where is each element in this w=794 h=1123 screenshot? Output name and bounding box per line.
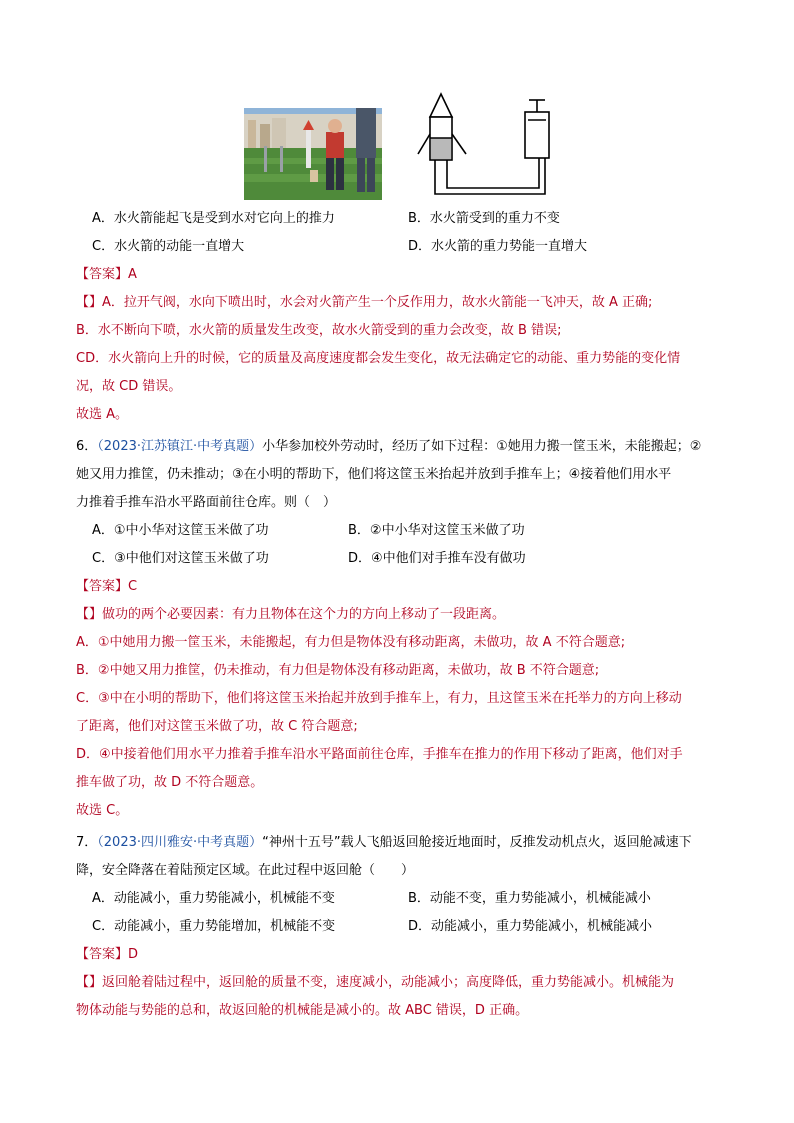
q7-option-b: B．动能不变，重力势能减小，机械能减小 xyxy=(408,891,651,906)
q6-analysis-line: A．①中她用力搬一筐玉米，未能搬起，有力但是物体没有移动距离，未做功，故 A 不符合题意; xyxy=(76,635,626,650)
q5-analysis-line: 况，故 CD 错误。 xyxy=(76,379,182,394)
q7-option-c: C．动能减小，重力势能增加，机械能不变 xyxy=(92,919,336,934)
q7-option-a: A．动能减小，重力势能减小，机械能不变 xyxy=(92,891,335,906)
q7-source: （2023·四川雅安·中考真题） xyxy=(97,835,263,850)
q6-stem-line: 她又用力推筐，仍未推动；③在小明的帮助下，他们将这筐玉米抬起并放到手推车上；④接着他们用水平 xyxy=(76,467,672,482)
q7-stem-line: “神州十五号”载人飞船返回舱接近地面时，反推发动机点火，返回舱减速下 xyxy=(262,835,692,850)
q6-stem-line: 小华参加校外劳动时，经历了如下过程：①她用力搬一筐玉米，未能搬起；② xyxy=(262,439,702,454)
q6-stem-line: 力推着手推车沿水平路面前往仓库。则（ ） xyxy=(76,495,337,510)
q7-analysis-line: 物体动能与势能的总和，故返回舱的机械能是减小的。故 ABC 错误，D 正确。 xyxy=(76,1003,529,1018)
q7-first-line xyxy=(76,834,692,852)
q5-option-d: D．水火箭的重力势能一直增大 xyxy=(408,239,588,254)
q5-analysis-line: CD．水火箭向上升的时候，它的质量及高度速度都会发生变化，故无法确定它的动能、重力势能的变化情 xyxy=(76,351,681,366)
q7-number: 7． xyxy=(76,835,98,850)
q6-analysis-line: B．②中她又用力推筐，仍未推动，有力但是物体没有移动距离，未做功，故 B 不符合题意; xyxy=(76,663,600,678)
q5-option-b: B．水火箭受到的重力不变 xyxy=(408,211,560,226)
q7-option-d: D．动能减小，重力势能减小，机械能减小 xyxy=(408,919,653,934)
question-figures xyxy=(0,92,794,202)
q6-source: （2023·江苏镇江·中考真题） xyxy=(97,439,263,454)
q5-analysis-line: B．水不断向下喷，水火箭的质量发生改变，故水火箭受到的重力会改变，故 B 错误; xyxy=(76,323,562,338)
q6-option-c: C．③中他们对这筐玉米做了功 xyxy=(92,551,269,566)
water-rocket-photo xyxy=(244,108,382,200)
q7-stem-line: 降，安全降落在着陆预定区域。在此过程中返回舱（ ） xyxy=(76,863,415,878)
q6-analysis-line: 了距离，他们对这筐玉米做了功，故 C 符合题意; xyxy=(76,719,358,734)
q5-option-a: A．水火箭能起飞是受到水对它向上的推力 xyxy=(92,211,335,226)
q5-analysis-line: 故选 A。 xyxy=(76,407,129,422)
q6-analysis-line: D．④中接着他们用水平力推着手推车沿水平路面前往仓库，手推车在推力的作用下移动了距离，他们对手 xyxy=(76,747,683,762)
q6-analysis-line: 【】做功的两个必要因素：有力且物体在这个力的方向上移动了一段距离。 xyxy=(76,607,506,622)
q6-analysis-line: C．③中在小明的帮助下，他们将这筐玉米抬起并放到手推车上，有力，且这筐玉米在托举力的方向上移动 xyxy=(76,691,682,706)
q6-option-d: D．④中他们对手推车没有做功 xyxy=(348,551,526,566)
q6-first-line xyxy=(76,438,701,456)
q5-answer: 【答案】A xyxy=(76,267,137,282)
q6-option-a: A．①中小华对这筐玉米做了功 xyxy=(92,523,269,538)
q7-analysis-line: 【】返回舱着陆过程中，返回舱的质量不变，速度减小，动能减小；高度降低，重力势能减小。机械能为 xyxy=(76,975,675,990)
q6-analysis-line: 故选 C。 xyxy=(76,803,129,818)
q6-answer: 【答案】C xyxy=(76,579,138,594)
q5-analysis-line: 【】A．拉开气阀，水向下喷出时，水会对火箭产生一个反作用力，故水火箭能一飞冲天，故 A 正确; xyxy=(76,295,653,310)
q7-answer: 【答案】D xyxy=(76,947,139,962)
q6-option-b: B．②中小华对这筐玉米做了功 xyxy=(348,523,525,538)
water-rocket-apparatus-diagram xyxy=(404,92,558,198)
q5-option-c: C．水火箭的动能一直增大 xyxy=(92,239,245,254)
q6-number: 6． xyxy=(76,439,98,454)
q6-analysis-line: 推车做了功，故 D 不符合题意。 xyxy=(76,775,264,790)
